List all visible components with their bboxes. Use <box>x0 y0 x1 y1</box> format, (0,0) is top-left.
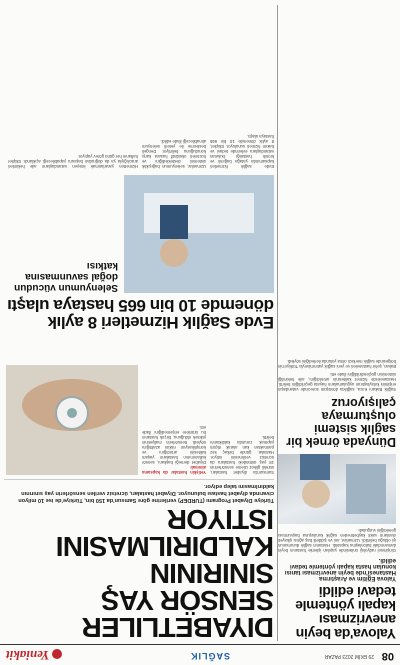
article-text-4: Uzmanlar, selenyumun bağışıklık sistemini desteklediğini ve hücreleri oksidatif hasara karşı koruduğunu belirtiyor. Dengeli beslenme ile yeterli selenyum alınabileceği ifade edildi. <box>142 138 206 169</box>
article-column-4 <box>142 139 206 169</box>
article-column-5 <box>8 154 138 169</box>
home-health-photo <box>124 175 274 293</box>
article-text-2: Diyabet derneği başkanı, sensör kullanımının hastaların yaşam kalitesini artırdığını ve komplikasyon riskini azalttığını söyledi. Sensörlerin maliyetinin yüksek olduğunu, birçok hastanın bu ürünlere erişemediğini ifade etti. <box>142 424 206 465</box>
section-title: SAĞLIK <box>189 651 230 661</box>
issue-date: 29 EKİM 2023 PAZAR <box>324 653 374 659</box>
medical-photo-illustration <box>278 454 396 524</box>
sidebar-column <box>277 5 396 641</box>
sidebar-headline-1: Yalova'da beyin anevrizması kapalı yöntemle tedavi edildi <box>295 584 396 642</box>
main-article-area <box>4 3 274 643</box>
article-text-1: Samsun'da diyabet hastaları, sürekli glikoz izleme sensörlerinin 18 yaş üstündeki hastalara da ücretsiz verilmesini istiyor. Hastalar, günde birkaç kez parmaktan kan alarak ölçüm yapmak zorunda kaldıklarını belirtti. <box>210 434 274 475</box>
article-column-1 <box>210 435 274 475</box>
sidebar-text-1: Girişimsel radyoloji ünitesinde yapılan işlemle hastanın beyin damarındaki balonlaşma kapatıldı. Hastanın sağlık durumunun iyi olduğu belirtildi. Uzmanlar, ani ve şiddetli baş ağrısı şikayeti olanların vakit kaybetmeden sağlık kuruluşuna başvurması gerektiğini vurguladı. <box>278 528 396 553</box>
sidebar-headline-2: Dünyada örnek bir sağlık sistemi oluşturmaya çalışıyoruz <box>286 396 396 449</box>
sidebar-photo-medical <box>278 454 396 524</box>
article-columns-top <box>4 335 274 475</box>
article-text-3: Evde sağlık hizmetleri kapsamında yatağa bağımlı ve kronik hastalığı bulunan vatandaşlara evlerinde tedavi ve bakım hizmeti sunuluyor. Ekipler, 8 aylık dönemde 10 bin 665 hastaya ulaştı. <box>210 133 274 169</box>
article-columns-bottom <box>4 49 274 169</box>
brand-name: Yeniakit <box>6 648 50 663</box>
article-column-3 <box>210 134 274 169</box>
main-headline: DIYABETLILER SENSÖR YAŞ SINIRININ KALDIRILMASINI ISTIYOR <box>56 504 274 643</box>
page-number: 08 <box>381 650 394 662</box>
newspaper-logo <box>6 647 62 663</box>
sidebar-lead-1: Yalova Eğitim ve Araştırma Hastanesi'nde beyin anevrizması tanısı konulan hasta kapalı yöntemle tedavi edildi. <box>284 557 396 581</box>
diabetes-sensor-photo <box>6 365 138 475</box>
sidebar-text-2: Sağlık Bakanı Koca, sağlıkta dönüşüm sürecinde vatandaşın erişimini kolaylaştıran uygulamaların hayata geçirildiğini belirtti. Hastanelerde hizmet kalitesinin artırıldığını, aile hekimliği sisteminin güçlendirildiğini ifade etti. <box>278 372 396 392</box>
page-header <box>0 644 400 665</box>
selenium-headline: Selenyumun vücudun doğal savunmasına katkısı <box>14 259 118 293</box>
home-health-illustration <box>124 175 274 293</box>
secondary-headline: Evde Sağlık Hizmetleri 8 aylık dönemde 10 bin 665 hastaya ulaştı <box>7 295 274 332</box>
logo-dot-icon <box>52 649 62 659</box>
article-text-5: Hizmetten yararlanmak isteyen vatandaşların aile hekimleri aracılığıyla ya da doğrudan başvuru yapabileceği açıklandı. Ekipler haftanın her günü görev yapıyor. <box>8 153 138 169</box>
sensor-arm-illustration <box>6 365 138 475</box>
article-column-2 <box>142 425 206 475</box>
article-highlight: Yetişkin hastalar da kapsama alınmalı <box>142 464 206 475</box>
main-standfirst: Türkiye Diyabet Programı (TURDEP) verilerine göre Samsun'da 150 bin, Türkiye'de ise 10 milyon civarında diyabet hastası bulunuyor. Diyabet hastaları, ücretsiz verilen sensörlerin yaş sınırının kaldırılmasını talep ediyor. <box>4 479 274 503</box>
sidebar-text-3: Bakan, şehir hastaneleri ve yeni sağlık yatırımlarıyla Türkiye'nin bölgesinde sağlık merkezi olma yolunda ilerlediğini söyledi. <box>278 359 396 369</box>
article-row-2 <box>4 173 274 293</box>
